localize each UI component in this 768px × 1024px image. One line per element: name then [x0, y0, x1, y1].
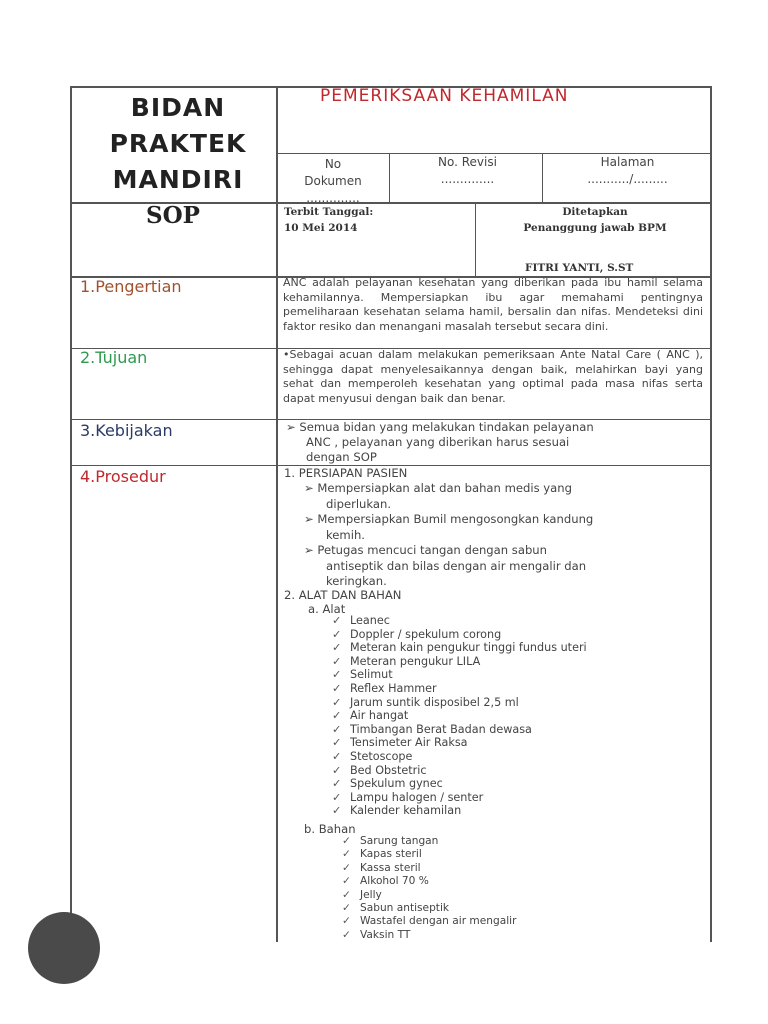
- checkmark-icon: ✓: [332, 695, 342, 709]
- list-item: [342, 902, 449, 914]
- ditetapkan-label: Ditetapkan: [562, 206, 628, 218]
- list-item-text: Alkohol 70 %: [360, 875, 429, 888]
- tujuan-text: •Sebagai acuan dalam melakukan pemeriksaan Ante Natal Care ( ANC ), sehingga dapat menyelesaikannya dengan baik, melahirkan bayi yang sehat dan memperoleh kesehatan yang optimal pada masa nifas serta dapat menyusui dengan baik dan benar.: [283, 348, 703, 405]
- list-item: [332, 804, 461, 817]
- list-item: [332, 668, 393, 681]
- checkmark-icon: ✓: [332, 627, 342, 641]
- penanggung-jawab-label: Penanggung jawab BPM: [523, 222, 667, 234]
- checkmark-icon: ✓: [332, 614, 342, 627]
- list-item-text: Jarum suntik disposibel 2,5 ml: [350, 695, 519, 709]
- checkmark-icon: ✓: [332, 641, 342, 655]
- checkmark-icon: ✓: [332, 736, 342, 750]
- checkmark-icon: ✓: [342, 928, 351, 941]
- terbit-tanggal: [284, 204, 373, 236]
- persiapan-item-1b: diperlukan.: [326, 497, 392, 511]
- list-item-text: Tensimeter Air Raksa: [350, 736, 468, 750]
- checkmark-icon: ✓: [332, 654, 342, 668]
- list-item: [332, 628, 501, 641]
- checkmark-icon: ✓: [332, 750, 342, 763]
- list-item-text: Timbangan Berat Badan dewasa: [350, 722, 532, 736]
- list-item-text: Reflex Hammer: [350, 682, 437, 695]
- list-item: [332, 641, 587, 654]
- kebijakan-line-3: dengan SOP: [306, 450, 377, 464]
- list-item: [332, 655, 480, 668]
- list-item: [342, 848, 422, 860]
- list-item-text: Vaksin TT: [360, 928, 411, 941]
- checkmark-icon: ✓: [332, 682, 342, 695]
- terbit-label: Terbit Tanggal:: [284, 206, 374, 218]
- list-item: [342, 835, 438, 847]
- document-title: PEMERIKSAAN KEHAMILAN: [320, 86, 569, 106]
- list-item-text: Sarung tangan: [360, 835, 439, 847]
- section-kebijakan-label: 3.Kebijakan: [80, 421, 173, 440]
- list-item-text: Lampu halogen / senter: [350, 790, 484, 804]
- halaman-label: Halaman: [600, 155, 655, 169]
- sop-document: [70, 86, 712, 942]
- persiapan-heading: 1. PERSIAPAN PASIEN: [284, 466, 408, 480]
- sop-label: SOP: [146, 202, 200, 229]
- persiapan-item-3b: antiseptik dan bilas dengan air mengalir dan: [326, 559, 587, 573]
- list-item-text: Kassa steril: [360, 861, 421, 874]
- checkmark-icon: ✓: [342, 848, 351, 861]
- checkmark-icon: ✓: [342, 875, 351, 888]
- list-item: [332, 736, 468, 749]
- list-item-text: Doppler / spekulum corong: [350, 627, 502, 641]
- no-revisi-cell: [400, 154, 535, 188]
- list-item-text: Sabun antiseptik: [360, 902, 450, 914]
- list-item: [332, 723, 532, 736]
- persiapan-item-1a: ➢ Mempersiapkan alat dan bahan medis yang: [304, 481, 572, 495]
- list-item: [332, 750, 412, 763]
- ditetapkan-block: [482, 204, 708, 236]
- checkmark-icon: ✓: [342, 888, 351, 901]
- list-item: [332, 696, 519, 709]
- org-line-2: PRAKTEK: [109, 129, 247, 158]
- kebijakan-line-1: ➢ Semua bidan yang melakukan tindakan pelayanan: [286, 420, 594, 434]
- list-item: [342, 875, 429, 887]
- list-item-text: Spekulum gynec: [350, 777, 443, 791]
- list-item-text: Meteran pengukur LILA: [350, 654, 481, 668]
- checkmark-icon: ✓: [342, 835, 351, 847]
- no-dokumen-value: ..............: [306, 191, 360, 205]
- list-item-text: Air hangat: [350, 709, 409, 723]
- list-item: [332, 777, 443, 790]
- organization-name: [80, 90, 276, 198]
- alat-bahan-heading: 2. ALAT DAN BAHAN: [284, 588, 402, 602]
- halaman-cell: [550, 154, 705, 188]
- checkmark-icon: ✓: [332, 777, 342, 791]
- list-item-text: Jelly: [360, 888, 382, 901]
- list-item: [332, 709, 408, 722]
- checkmark-icon: ✓: [342, 861, 351, 874]
- checkmark-icon: ✓: [332, 722, 342, 736]
- checkmark-icon: ✓: [332, 790, 342, 804]
- list-item-text: Leanec: [350, 614, 390, 627]
- section-tujuan-label: 2.Tujuan: [80, 348, 148, 367]
- list-item-text: Kalender kehamilan: [350, 804, 462, 818]
- kebijakan-line-2: ANC , pelayanan yang diberikan harus sesuai: [306, 435, 570, 449]
- persiapan-item-3c: keringkan.: [326, 574, 387, 588]
- pengertian-text: ANC adalah pelayanan kesehatan yang diberikan pada ibu hamil selama kehamilannya. Mempersiapkan ibu agar memahami pentingnya pemeliharaan kesehatan selama hamil, bersalin dan nifas. Mendeteksi dini faktor resiko dan menangani masalah tersebut secara dini.: [283, 276, 703, 333]
- avatar[interactable]: [28, 912, 100, 984]
- no-dokumen-cell: [283, 156, 383, 207]
- list-item-text: Stetoscope: [350, 750, 413, 763]
- no-revisi-label: No. Revisi: [438, 155, 497, 169]
- list-item: [342, 915, 516, 927]
- section-prosedur-label: 4.Prosedur: [80, 467, 166, 486]
- list-item: [332, 682, 437, 695]
- list-item-text: Wastafel dengan air mengalir: [360, 915, 517, 928]
- org-line-1: BIDAN: [130, 93, 226, 122]
- list-item-text: Selimut: [350, 668, 393, 682]
- list-item: [342, 889, 382, 901]
- persiapan-item-2b: kemih.: [326, 528, 365, 542]
- checkmark-icon: ✓: [342, 915, 351, 928]
- list-item: [332, 764, 426, 777]
- persiapan-item-3a: ➢ Petugas mencuci tangan dengan sabun: [304, 543, 548, 557]
- list-item-text: Bed Obstetric: [350, 763, 427, 777]
- list-item: [332, 614, 390, 627]
- persiapan-item-2a: ➢ Mempersiapkan Bumil mengosongkan kandung: [304, 512, 594, 526]
- checkmark-icon: ✓: [332, 763, 342, 777]
- checkmark-icon: ✓: [342, 902, 351, 914]
- checkmark-icon: ✓: [332, 709, 342, 723]
- checkmark-icon: ✓: [332, 668, 342, 682]
- checkmark-icon: ✓: [332, 804, 342, 818]
- bahan-heading: b. Bahan: [304, 822, 356, 836]
- list-item-text: Meteran kain pengukur tinggi fundus uteri: [350, 641, 587, 655]
- halaman-value: .........../.........: [587, 172, 668, 186]
- org-line-3: MANDIRI: [112, 165, 244, 194]
- list-item: [342, 862, 421, 874]
- list-item: [332, 791, 483, 804]
- signatory-name: FITRI YANTI, S.ST: [525, 262, 634, 274]
- alat-heading: a. Alat: [308, 602, 346, 616]
- list-item-text: Kapas steril: [360, 848, 422, 861]
- section-pengertian-label: 1.Pengertian: [80, 277, 182, 296]
- no-dokumen-label: No Dokumen: [304, 157, 362, 188]
- terbit-value: 10 Mei 2014: [284, 222, 358, 234]
- no-revisi-value: ..............: [440, 172, 495, 186]
- list-item: [342, 929, 410, 941]
